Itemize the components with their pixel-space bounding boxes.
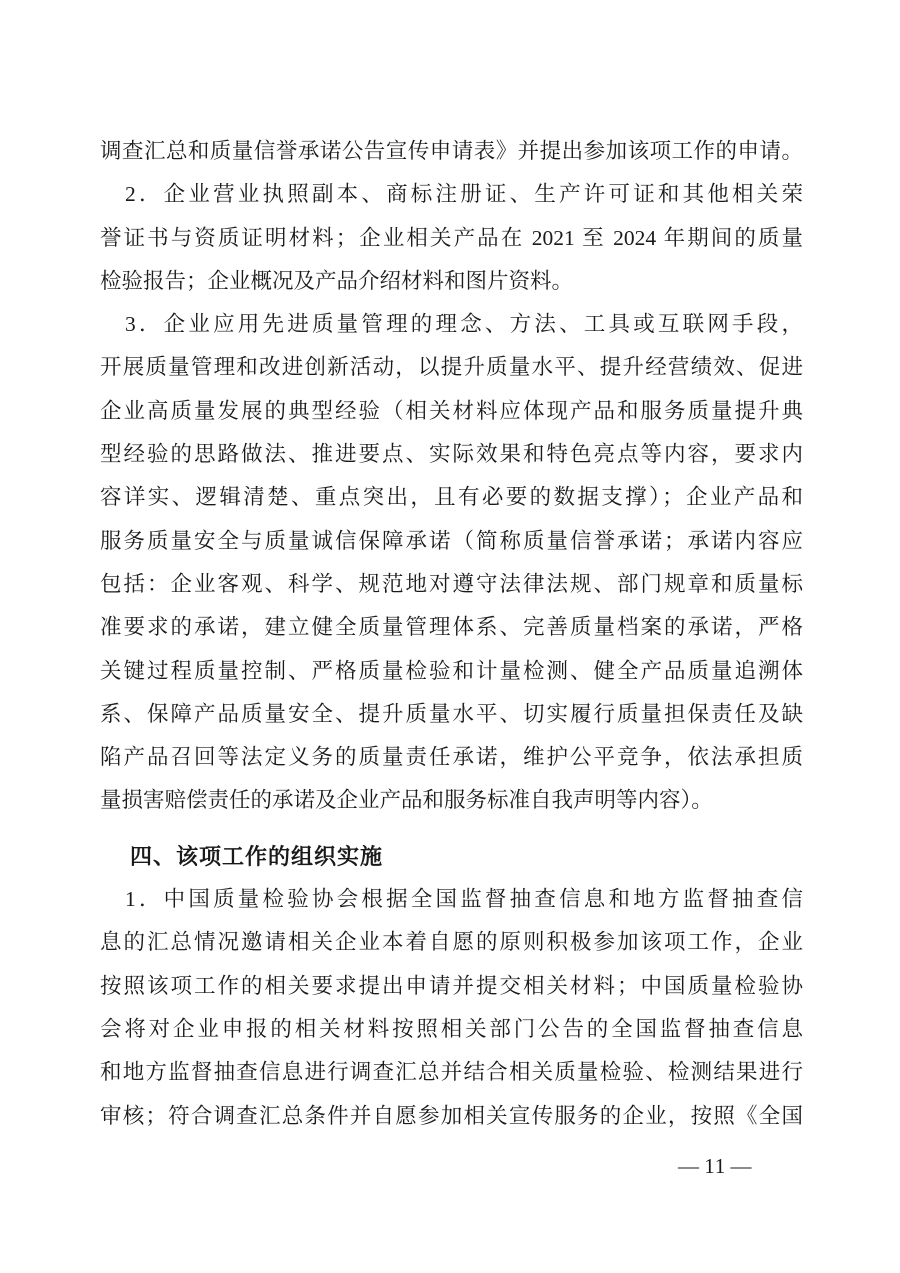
body-line: 誉证书与资质证明材料；企业相关产品在 2021 至 2024 年期间的质量 [100, 225, 803, 250]
body-line: 调查汇总和质量信誉承诺公告宣传申请表》并提出参加该项工作的申请。 [100, 139, 803, 163]
body-line: 系、保障产品质量安全、提升质量水平、切实履行质量担保责任及缺 [100, 701, 803, 726]
body-line: 服务质量安全与质量诚信保障承诺（简称质量信誉承诺；承诺内容应 [100, 528, 803, 553]
body-line: 陷产品召回等法定义务的质量责任承诺，维护公平竞争，依法承担质 [100, 745, 803, 770]
body-line: 息的汇总情况邀请相关企业本着自愿的原则积极参加该项工作，企业 [100, 930, 803, 955]
body-line: 容详实、逻辑清楚、重点突出，且有必要的数据支撑）；企业产品和 [100, 485, 803, 510]
body-line: 包括：企业客观、科学、规范地对遵守法律法规、部门规章和质量标 [100, 571, 803, 596]
page-number: — 11 — [678, 1154, 752, 1178]
body-line: 审核；符合调查汇总条件并自愿参加相关宣传服务的企业，按照《全国 [100, 1103, 803, 1128]
body-line: 量损害赔偿责任的承诺及企业产品和服务标准自我声明等内容）。 [100, 788, 713, 813]
body-line: 和地方监督抽查信息进行调查汇总并结合相关质量检验、检测结果进行 [100, 1060, 803, 1085]
body-line: 型经验的思路做法、推进要点、实际效果和特色亮点等内容，要求内 [100, 442, 803, 467]
body-line: 1．中国质量检验协会根据全国监督抽查信息和地方监督抽查信 [125, 887, 803, 912]
body-line: 按照该项工作的相关要求提出申请并提交相关材料；中国质量检验协 [100, 973, 803, 998]
document-body [100, 130, 803, 1138]
body-line: 检验报告；企业概况及产品介绍材料和图片资料。 [100, 268, 574, 293]
body-line: 2．企业营业执照副本、商标注册证、生产许可证和其他相关荣 [125, 182, 803, 207]
body-line: 3．企业应用先进质量管理的理念、方法、工具或互联网手段， [125, 312, 803, 337]
body-line: 关键过程质量控制、严格质量检验和计量检测、健全产品质量追溯体 [100, 658, 803, 683]
body-line: 开展质量管理和改进创新活动，以提升质量水平、提升经营绩效、促进 [100, 355, 803, 380]
body-line: 会将对企业申报的相关材料按照相关部门公告的全国监督抽查信息 [100, 1016, 803, 1041]
body-line: 准要求的承诺，建立健全质量管理体系、完善质量档案的承诺，严格 [100, 615, 803, 640]
body-line: 企业高质量发展的典型经验（相关材料应体现产品和服务质量提升典 [100, 398, 803, 423]
section-heading: 四、该项工作的组织实施 [130, 843, 384, 869]
